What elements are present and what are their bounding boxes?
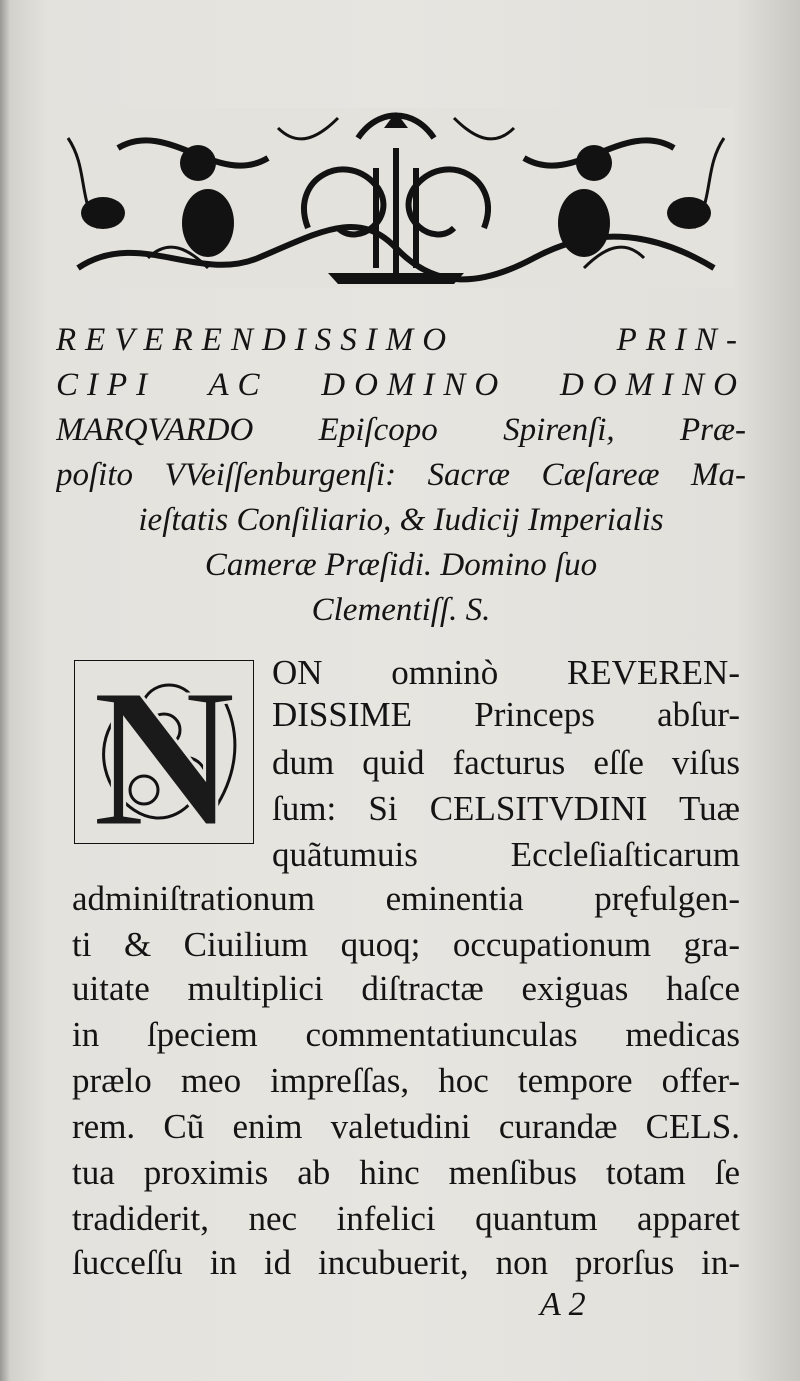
text-line: ſum: Si CELSITVDINI Tuæ [272,789,740,828]
dedication-heading [56,318,746,633]
dedication-line: Clementiſſ. S. [311,592,491,628]
dedication-line: REVERENDISSIMO PRIN- [56,322,746,358]
text-line: adminiſtrationum eminentia pręfulgen- [72,879,740,918]
ornamental-headpiece [58,108,734,288]
text-line: dum quid facturus eſſe viſus [272,743,740,782]
text-line: quãtumuis Eccleſiaſticarum [272,835,740,874]
dedication-line: MARQVARDO Epiſcopo Spirenſi, Præ- [56,412,746,448]
text-line: ſucceſſu in id incubuerit, non prorſus in- [72,1243,740,1282]
text-line: uitate multiplici diſtractæ exiguas haſce [72,969,740,1008]
decorated-initial-n [74,660,254,844]
dedication-line: poſito VVeiſſenburgenſi: Sacræ Cæſareæ Ma- [56,457,746,493]
text-line: rem. Cũ enim valetudini curandæ CELS. [72,1107,740,1146]
signature-mark: A 2 [540,1286,586,1323]
text-line: prælo meo impreſſas, hoc tempore offer- [72,1061,740,1100]
text-line: in ſpeciem commentatiunculas medicas [72,1015,740,1054]
text-line: DISSIME Princeps abſur- [272,695,740,734]
text-line: ti & Ciuilium quoq; occupationum gra- [72,925,740,964]
text-line: ON omninò REVEREN- [272,653,740,692]
text-line: tua proximis ab hinc menſibus totam ſe [72,1153,740,1192]
text-line: tradiderit, nec infelici quantum apparet [72,1199,740,1238]
initial-letter: N [91,660,237,844]
dedication-line: Cameræ Præſidi. Domino ſuo [204,547,598,583]
dedication-line: ieſtatis Conſiliario, & Iudicij Imperialis [138,502,664,538]
dedication-line: CIPI AC DOMINO DOMINO [56,367,746,403]
